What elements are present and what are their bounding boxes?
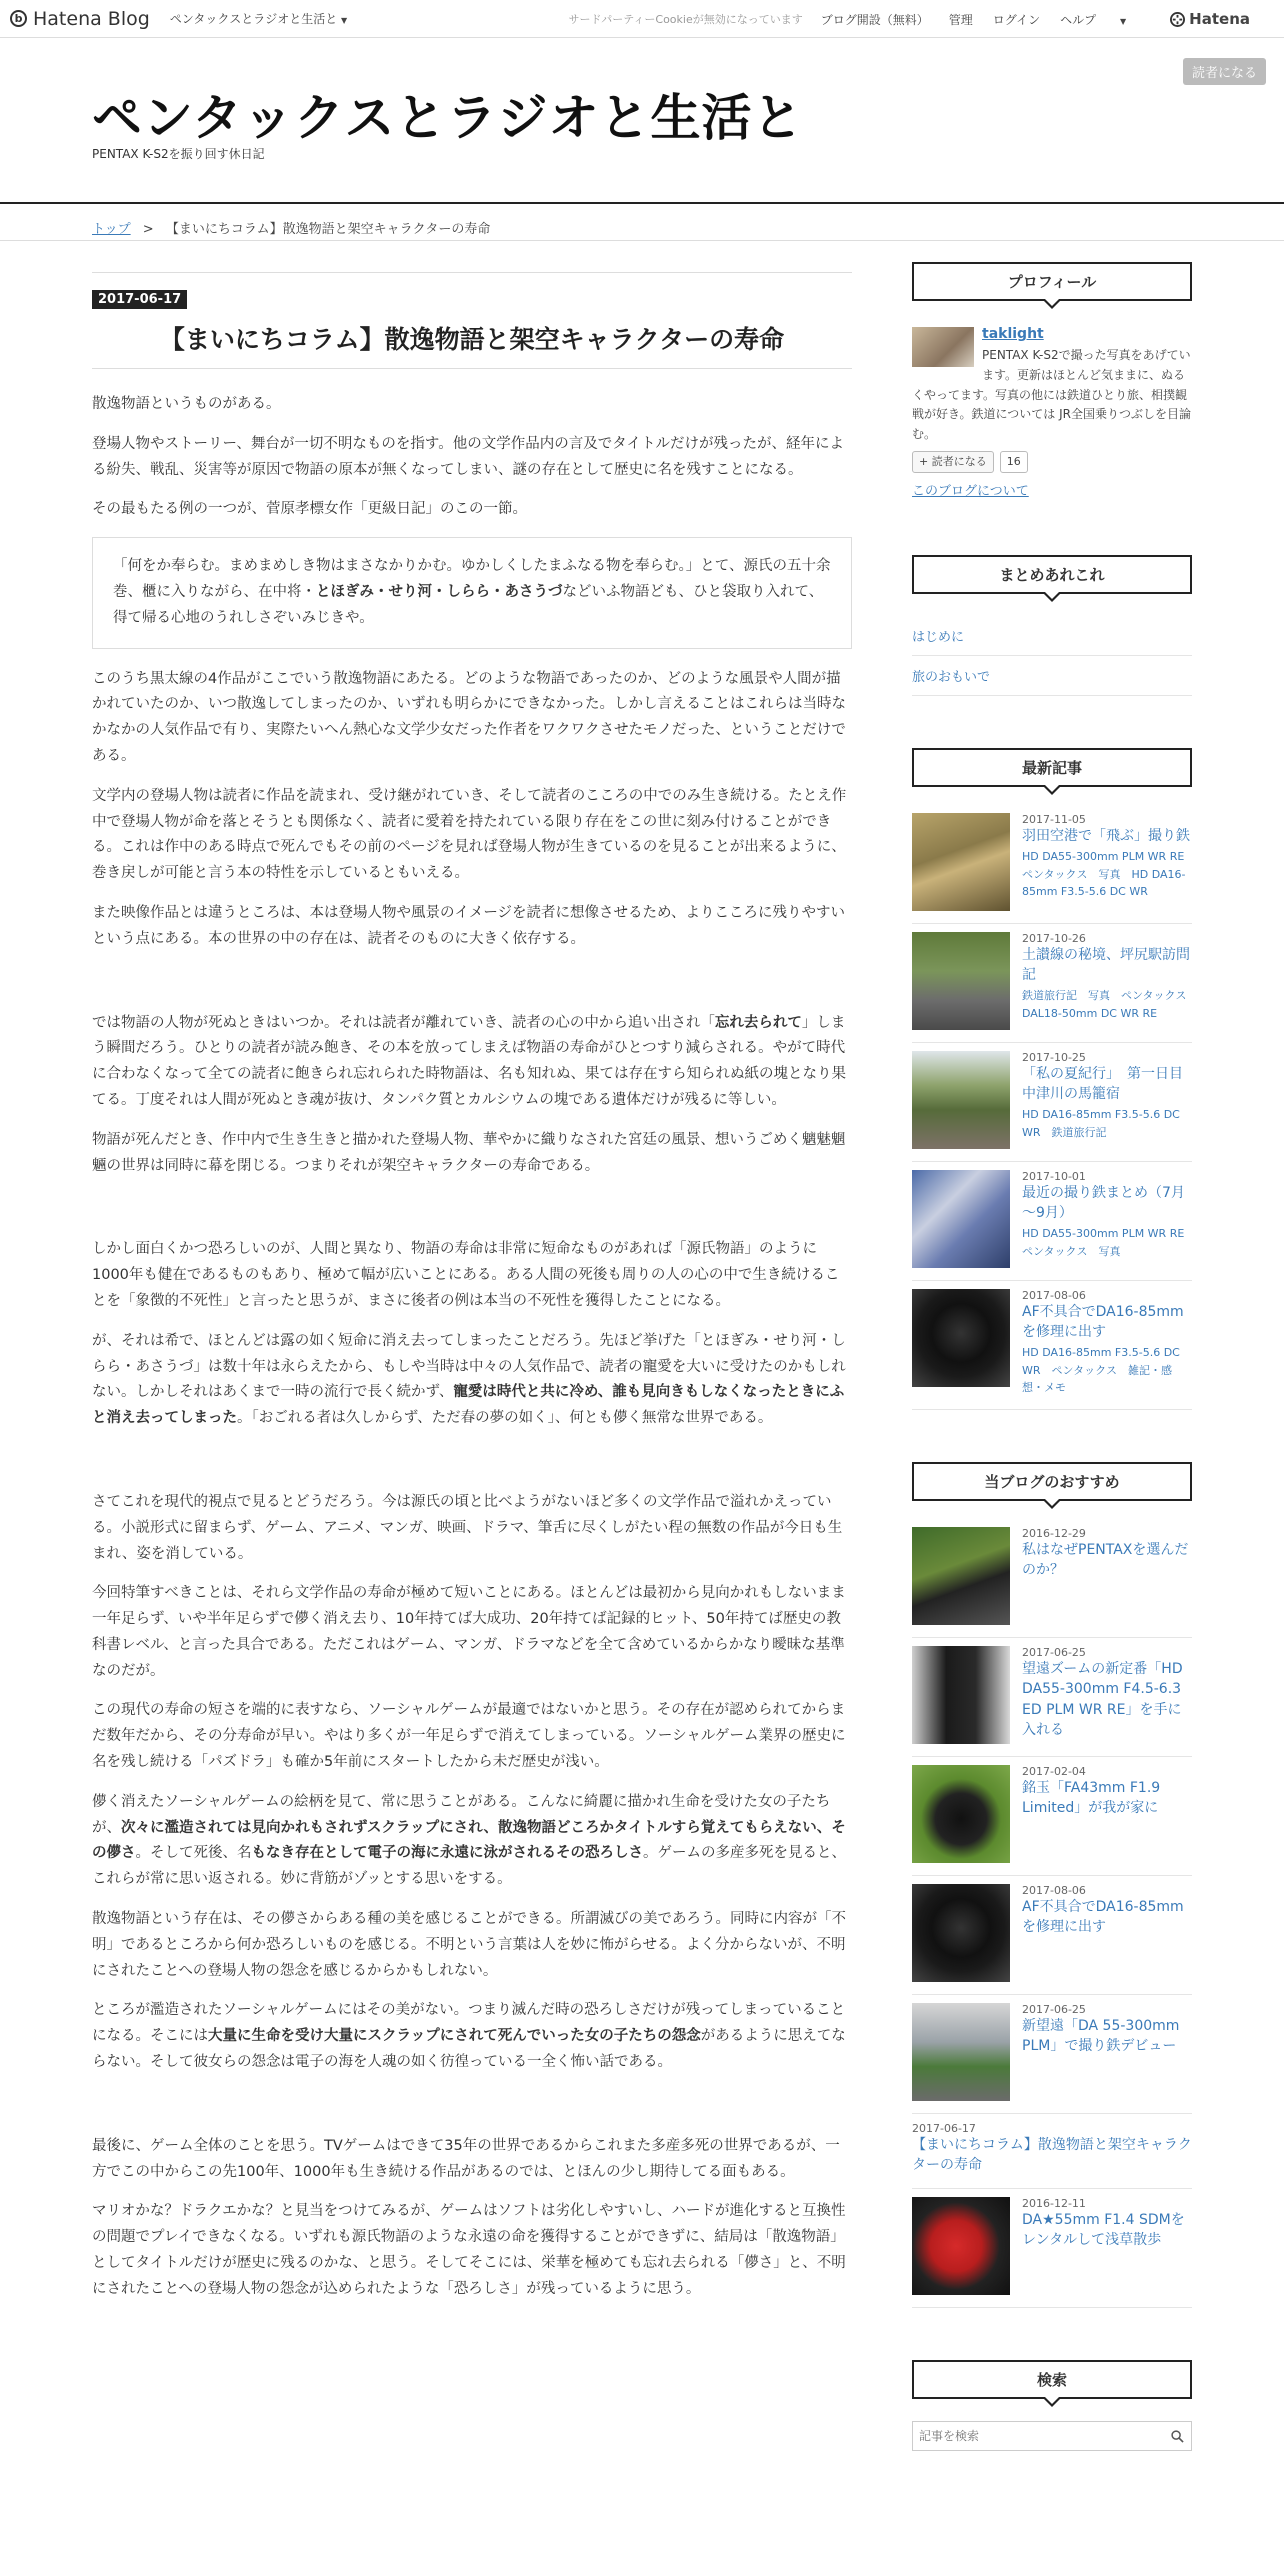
search-module	[912, 2360, 1192, 2451]
hatena-blog-logo-text: Hatena Blog	[33, 7, 150, 30]
list-item[interactable]	[912, 805, 1196, 924]
list-item[interactable]	[912, 1757, 1192, 1876]
plus-icon: +	[919, 455, 929, 469]
paragraph: が、それは希で、ほとんどは露の如く短命に消え去ってしまったことだろう。先ほど挙げた「とほぎみ・せり河・しらら・あさうづ」は数十年は永らえたから、もしや当時は中々の人気作品で、読者の寵愛を大いに受けたのかもしれない。しかしそれはあくまで一時の流行で長く続かず、寵愛は時代と共に冷め、誰も見向きもしなくなったときにふと消え去ってしまった。「おごれる者は久しからず、ただ春の夢の如く」、何とも儚く無常な世界である。	[92, 1332, 846, 1427]
help-label: ヘルプ	[1060, 12, 1097, 27]
link-list	[912, 616, 1192, 696]
paragraph: 最後に、ゲーム全体のことを思う。TVゲームはできて35年の世界であるからこれまた多産多死の世界であるが、一方でこの中からこの先100年、1000年も生き続ける作品があるのでは、とほんの少し期待してる面もある。	[92, 2137, 840, 2180]
entry-date: 2017-08-06	[1022, 1288, 1086, 1302]
recent-entries-module	[912, 748, 1198, 1410]
paragraph: その最もたる例の一つが、菅原孝標女作「更級日記」のこの一節。	[92, 501, 527, 518]
entry-thumbnail[interactable]	[912, 2197, 1010, 2295]
entry-date: 2017-10-25	[1022, 1050, 1086, 1064]
avatar[interactable]	[912, 327, 974, 367]
search-input[interactable]	[912, 2421, 1192, 2451]
cookie-notice: サードパーティーCookieが無効になっています	[568, 13, 803, 26]
profile	[912, 323, 1192, 503]
global-nav	[569, 0, 1284, 38]
entry-thumbnail[interactable]	[912, 813, 1010, 911]
subscribe-label: 読者になる	[931, 455, 987, 469]
divider	[92, 272, 852, 273]
entry-thumbnail[interactable]	[912, 1170, 1010, 1268]
paragraph: マリオかな？ドラクエかな？と見当をつけてみるが、ゲームはソフトは劣化しやすいし、ハードが進化すると互換性の問題でプレイできなくなる。いずれも源氏物語のような永遠の命を獲得することができずに、結局は「散逸物語」としてタイトルだけが歴史に残るのかな、と思う。そしてそこには、栄華を極めても忘れ去られる「儚さ」と、不明にされたことへの登場人物の怨念が込められたような「恐ろしさ」が残っているように思う。	[92, 2203, 846, 2297]
entry-thumbnail[interactable]	[912, 1051, 1010, 1149]
admin-link[interactable]: 管理	[948, 12, 973, 27]
entry-link[interactable]: 土讃線の秘境、坪尻駅訪問記	[1022, 946, 1190, 983]
profile-module	[912, 262, 1192, 503]
paragraph: この現代の寿命の短さを端的に表すなら、ソーシャルゲームが最適ではないかと思う。その存在が認められてからまだ数年だから、その分寿命が早い。やはり多くが一年足らずで消えてしまっている。ソーシャルゲーム業界の歴史に名を残し続ける「パズドラ」も確か5年前にスタートしたから未だ歴史が浅い。	[92, 1702, 846, 1771]
entry-link[interactable]: 羽田空港で「飛ぶ」撮り鉄	[1022, 827, 1190, 844]
dropdown-caret-icon: ▼	[1120, 16, 1127, 26]
entry-link[interactable]: 銘玉「FA43mm F1.9 Limited」が我が家に	[1022, 1780, 1161, 1817]
blog-header	[0, 38, 1284, 204]
hatena-blog-logo[interactable]	[10, 8, 150, 30]
breadcrumb-home-link[interactable]: トップ	[92, 222, 131, 237]
blog-menu-label: ペンタックスとラジオと生活と	[169, 12, 338, 26]
entry-link[interactable]: AF不具合でDA16-85mmを修理に出す	[1022, 1899, 1184, 1936]
sidebar-subscribe-button[interactable]	[912, 451, 994, 473]
paragraph: しかし面白くかつ恐ろしいのが、人間と異なり、物語の寿命は非常に短命なものがあれば「源氏物語」のように1000年も健在であるものもあり、極めて幅が広いことにある。ある人間の死後も周りの人の心の中で生き続けることを「象徴的不死性」と言ったと思うが、まさに後者の例は本当の不死性を獲得したことになる。	[92, 1241, 840, 1309]
paragraph: さてこれを現代的視点で見るとどうだろう。今は源氏の頃と比べようがないほど多くの文学作品で溢れかえっている。小説形式に留まらず、ゲーム、アニメ、マンガ、映画、ドラマ、筆舌に尽くしがたい程の無数の作品が今日も生まれ、姿を消している。	[92, 1493, 843, 1562]
list-item[interactable]	[912, 1995, 1192, 2114]
subscribe-row	[912, 451, 1192, 473]
help-menu[interactable]	[1060, 11, 1146, 28]
about-blog-link[interactable]: このブログについて	[912, 484, 1029, 500]
recommend-module	[912, 1462, 1192, 2308]
module-heading: まとめあれこれ	[912, 555, 1192, 594]
entry-date: 2017-02-04	[1022, 1765, 1086, 1779]
entry-link[interactable]: 私はなぜPENTAXを選んだのか？	[1022, 1542, 1189, 1579]
entry-date: 2017-10-01	[1022, 1169, 1086, 1183]
entry-date: 2016-12-29	[1022, 1527, 1086, 1541]
list-item[interactable]	[912, 2114, 1192, 2189]
entry-date: 2017-11-05	[1022, 812, 1086, 826]
paragraph: 儚く消えたソーシャルゲームの絵柄を見て、常に思うことがある。こんなに綺麗に描かれ生命を受けた女の子たちが、次々に濫造されては見向かれもされずスクラップにされ、散逸物語どころかタイトルすら覚えてもらえない、その儚さ。そして死後、名もなき存在として電子の海に永遠に泳がされるその恐ろしさ。ゲームの多産多死を見ると、これらが常に思い返される。妙に背筋がゾッとする思いをする。	[92, 1793, 846, 1888]
search-form	[912, 2421, 1192, 2451]
list-item[interactable]	[912, 1162, 1196, 1281]
list-item[interactable]	[912, 2189, 1192, 2308]
entry-link[interactable]: 望遠ズームの新定番「HD DA55-300mm F4.5-6.3 ED PLM WR RE」を手に入れる	[1022, 1661, 1183, 1738]
paragraph: このうち黒太線の4作品がここでいう散逸物語にあたる。どのような物語であったのか、どのような風景や人間が描かれていたのか、いつ散逸してしまったのか、いずれも明らかにできなかった。しかし言えることはこれらは当時なかなかの人気作品で有り、実際たいへん熱心な文学少女だった作者をワクワクさせたモノだった、ということだけである。	[92, 670, 846, 764]
entry-link[interactable]: 最近の撮り鉄まとめ（7月～9月）	[1022, 1184, 1185, 1221]
module-heading: プロフィール	[912, 262, 1192, 301]
breadcrumb-separator: >	[142, 222, 154, 237]
entry-date: 2017-06-25	[1022, 1646, 1086, 1660]
entry-link[interactable]: DA★55mm F1.4 SDMをレンタルして浅草散歩	[1022, 2211, 1185, 2248]
blog-menu-dropdown[interactable]	[170, 10, 347, 27]
main-content	[92, 272, 852, 2297]
blog-title[interactable]: ペンタックスとラジオと生活と	[92, 89, 804, 147]
list-item[interactable]	[912, 1281, 1192, 1410]
paragraph: また映像作品とは違うところは、本は登場人物や風景のイメージを読者に想像させるため、よりこころに残りやすいという点にある。本の世界の中の存在は、読者そのものに大きく依存する。	[92, 904, 845, 947]
search-icon[interactable]	[1171, 2428, 1184, 2441]
entry-thumbnail[interactable]	[912, 1765, 1010, 1863]
create-blog-link[interactable]: ブログ開設（無料）	[820, 12, 929, 27]
hatena-home-link[interactable]	[1170, 10, 1270, 28]
module-heading: 最新記事	[912, 748, 1192, 787]
entry-thumbnail[interactable]	[912, 1289, 1010, 1387]
module-heading: 当ブログのおすすめ	[912, 1462, 1192, 1501]
entry-thumbnail[interactable]	[912, 1646, 1010, 1744]
entry-categories[interactable]: HD DA55-300mm PLM WR RE ペンタックス 写真 HD DA16-85mm F3.5-5.6 DC WR	[1022, 849, 1196, 899]
recommend-list	[912, 1519, 1192, 2308]
entry-title[interactable]: 【まいにちコラム】散逸物語と架空キャラクターの寿命	[92, 320, 852, 369]
list-item[interactable]: 旅のおもいで	[912, 656, 1192, 696]
module-heading: 検索	[912, 2360, 1192, 2399]
paragraph: 散逸物語というものがある。	[92, 396, 281, 412]
sidebar	[912, 262, 1198, 2491]
entry-thumbnail[interactable]	[912, 1527, 1010, 1625]
list-item[interactable]	[912, 1519, 1192, 1638]
paragraph: ところが濫造されたソーシャルゲームにはその美がない。つまり滅んだ時の恐ろしさだけが残ってしまっていることになる。そこには大量に生命を受け大量にスクラップにされて死んでいった女の子たちの怨念があるように思えてならない。そして彼女らの怨念は電子の海を人魂の如く彷徨っている一全く怖い話である。	[92, 2002, 846, 2071]
profile-username[interactable]: taklight	[982, 326, 1044, 342]
paragraph: 文学内の登場人物は読者に作品を読まれ、受け継がれていき、そして読者のこころの中でのみ生き続ける。たとえ作中で登場人物が命を落とそうとも関係なく、読者に愛着を持たれている限り存在をこの世に刻み付けることができる。これは作中のある時点で死んでもその前のページを見れば登場人物が生きているのを見ることが出来るように、巻き戻しが可能と言う本の特性を示しているともいえる。	[92, 787, 847, 882]
divider	[0, 240, 1284, 241]
entry-categories[interactable]: HD DA16-85mm F3.5-5.6 DC WR ペンタックス 雑記・感想・メモ	[1022, 1346, 1180, 1395]
entry-link[interactable]: 「私の夏紀行」 第一日目 中津川の馬籠宿	[1022, 1065, 1197, 1102]
hatena-text: Hatena	[1189, 10, 1250, 28]
entry-categories[interactable]: 鉄道旅行記 写真 ペンタックス DAL18-50mm DC WR RE	[1022, 989, 1198, 1020]
quote-block	[92, 537, 852, 648]
list-item[interactable]	[912, 924, 1198, 1043]
entry-date: 2016-12-11	[1022, 2196, 1086, 2210]
paragraph: 物語が死んだとき、作中内で生き生きと描かれた登場人物、華やかに織りなされた宮廷の風景、想いうごめく魑魅魍魎の世界は同時に幕を閉じる。つまりそれが架空キャラクターの寿命である。	[92, 1131, 846, 1174]
hatena-logo-icon	[1170, 12, 1185, 27]
paragraph: 登場人物やストーリー、舞台が一切不明なものを指す。他の文学作品内の言及でタイトルだけが残ったが、経年による紛失、戦乱、災害等が原因で物語の原本が無くなってしまい、謎の存在として歴史に名を残すことになる。	[92, 435, 844, 478]
entry-date: 2017-08-06	[1022, 1884, 1086, 1898]
matome-module	[912, 555, 1192, 696]
quote-bold-text: とほぎみ・せり河・しらら・あさうづ	[316, 583, 563, 600]
quote-text: などいふ物語ども、ひと袋取り入れて、得て帰る心地のうれしさぞいみじきや。	[113, 583, 824, 626]
entry-thumbnail[interactable]	[912, 932, 1010, 1030]
dropdown-caret-icon: ▼	[341, 16, 348, 25]
paragraph: 散逸物語という存在は、その儚さからある種の美を感じることができる。所謂滅びの美であろう。同時に内容が「不明」であるところから何か恐ろしいものを感じる。不明という言葉は人を妙に怖がらせる。よく分からないが、不明にされたことへの登場人物の怨念を感じるからかもしれない。	[92, 1911, 846, 1979]
entry-link[interactable]: 新望遠「DA 55-300mm PLM」で撮り鉄デビュー	[1022, 2018, 1180, 2055]
paragraph: では物語の人物が死ぬときはいつか。それは読者が離れていき、読者の心の中から追い出され「忘れ去られて」しまう瞬間だろう。ひとりの読者が読み飽き、その本を放ってしまえば物語の寿命がひとつすり減らされる。やがて時代に合わなくなって全ての読者に飽きられ忘れられた時物語は、名も知れぬ、果ては存在すら知られぬ紙の塊となり果てる。丁度それは人間が死ぬとき魂が抜け、タンパク質とカルシウムの塊である遺体だけが残るに等しい。	[92, 1014, 846, 1108]
entry-thumbnail[interactable]	[912, 1884, 1010, 1982]
paragraph: 今回特筆すべきことは、それら文学作品の寿命が極めて短いことにある。ほとんどは最初から見向かれもしないまま一年足らず、いや半年足らずで儚く消え去り、10年持てば大成功、20年持てば記録的ヒット、50年持てば歴史の教科書レベル、と言った具合である。ただこれはゲーム、マンガ、ドラマなどを全て含めているからかなり曖昧な基準なのだが。	[92, 1585, 846, 1679]
profile-bio: PENTAX K-S2で撮った写真をあげています。更新はほとんど気ままに、ぬるくやってます。写真の他には鉄道ひとり旅、相撲観戦が好き。鉄道については JR全国乗りつぶしを目論む。	[912, 348, 1191, 442]
list-item[interactable]: はじめに	[912, 616, 1192, 656]
entry-link[interactable]: AF不具合でDA16-85mmを修理に出す	[1022, 1303, 1184, 1340]
entry-body	[92, 392, 852, 2317]
blog-description: PENTAX K-S2を振り回す休日記	[92, 147, 265, 161]
entry-link[interactable]: 【まいにちコラム】散逸物語と架空キャラクターの寿命	[912, 2137, 1192, 2174]
login-link[interactable]: ログイン	[992, 12, 1041, 27]
hatena-blog-icon: b	[10, 10, 27, 27]
entry-date: 2017-06-25	[1022, 2003, 1086, 2017]
subscribe-button[interactable]: 読者になる	[1183, 58, 1266, 85]
recent-entries-list	[912, 805, 1198, 1410]
entry-date: 2017-06-17	[912, 2122, 976, 2136]
breadcrumb-current: 【まいにちコラム】散逸物語と架空キャラクターの寿命	[165, 222, 491, 237]
entry-thumbnail[interactable]	[912, 2003, 1010, 2101]
list-item[interactable]	[912, 1876, 1192, 1995]
quote-text: 「何をか奉らむ。まめまめしき物はまさなかりかむ。ゆかしくしたまふなる物を奉らむ。」とて、源氏の五十余巻、櫃に入りながら、在中将・	[113, 558, 831, 600]
entry-date[interactable]: 2017-06-17	[92, 290, 187, 309]
subscriber-count: 16	[1000, 451, 1028, 473]
list-item[interactable]	[912, 1043, 1197, 1162]
entry-date: 2017-10-26	[1022, 931, 1086, 945]
entry-categories[interactable]: HD DA16-85mm F3.5-5.6 DC WR 鉄道旅行記	[1022, 1108, 1180, 1139]
entry-categories[interactable]: HD DA55-300mm PLM WR RE ペンタックス 写真	[1022, 1227, 1196, 1258]
list-item[interactable]	[912, 1638, 1192, 1757]
breadcrumb	[92, 218, 490, 237]
global-header	[0, 0, 1284, 38]
